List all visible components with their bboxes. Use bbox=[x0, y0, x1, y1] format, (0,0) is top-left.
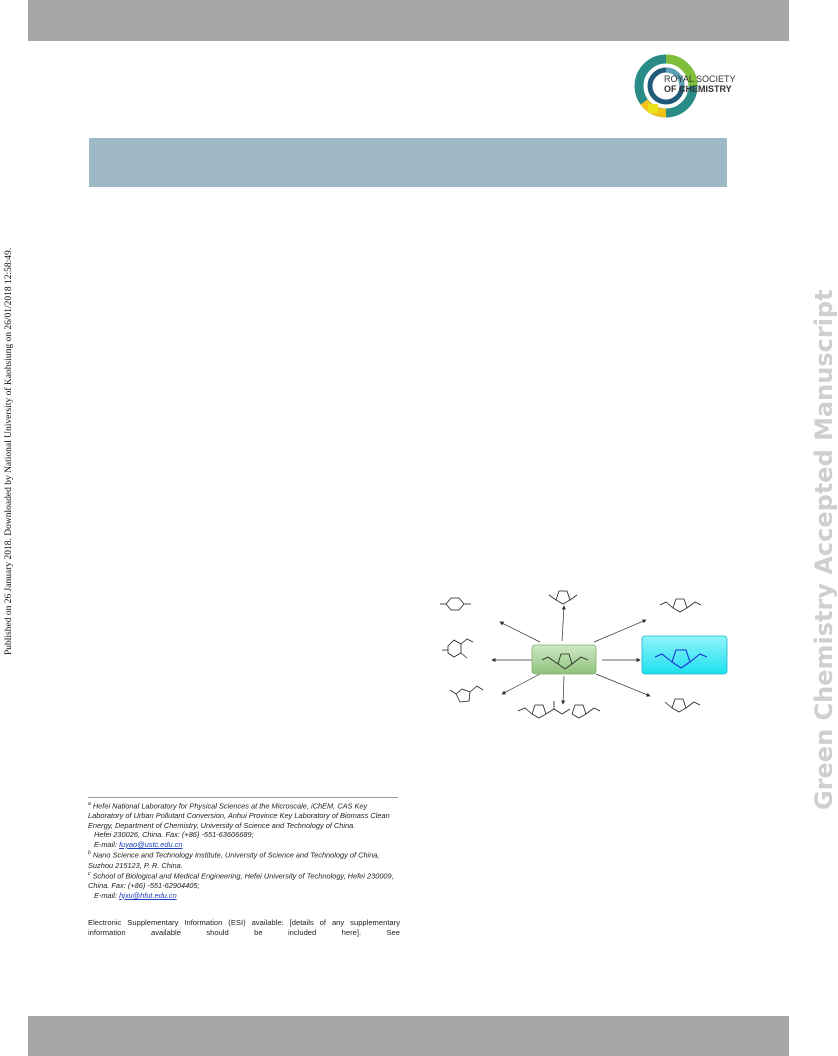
affiliation-b-text: Nano Science and Technology Institute, University of Science and Technology of China, Suzhou 215123, P. R. China. bbox=[88, 850, 380, 870]
affiliation-a bbox=[88, 800, 400, 830]
reaction-scheme-graphic bbox=[436, 578, 732, 730]
affiliation-c-mark: c bbox=[88, 871, 91, 878]
accepted-manuscript-watermark: Green Chemistry Accepted Manuscript bbox=[810, 289, 838, 810]
publisher-name bbox=[664, 74, 736, 94]
email-link-c[interactable]: hjxu@hfut.edu.cn bbox=[119, 890, 177, 900]
top-gray-bar bbox=[28, 0, 789, 41]
title-band bbox=[89, 138, 727, 187]
footnote-rule bbox=[88, 797, 398, 798]
affiliation-b-mark: b bbox=[88, 850, 91, 857]
publisher-line-2: OF CHEMISTRY bbox=[664, 84, 732, 94]
email-link-a[interactable]: fuyao@ustc.edu.cn bbox=[119, 839, 183, 849]
highlight-product-box bbox=[642, 636, 727, 674]
bottom-gray-bar bbox=[28, 1016, 789, 1056]
affiliation-a-text: Hefei National Laboratory for Physical Sciences at the Microscale, iChEM, CAS Key Laboratory of Urban Pollutant Conversion, Anhui Province Key Laboratory of Biomass Clean Energy, Department of Chemistry, University of Science and Technology of China. bbox=[88, 801, 390, 830]
email-label-a: E-mail: bbox=[94, 839, 120, 849]
affiliation-c-text: School of Biological and Medical Engineering, Hefei University of Technology, Hefei 230009, China. Fax: (+86) -551-62904405; bbox=[88, 871, 394, 891]
affiliations bbox=[88, 800, 400, 900]
affiliation-c-email-line bbox=[88, 891, 400, 901]
affiliation-a-mark: a bbox=[88, 801, 91, 807]
affiliation-b bbox=[88, 849, 400, 870]
esi-note: Electronic Supplementary Information (ESI) available: [details of any supplementary information available should be included here]. See bbox=[88, 918, 400, 937]
publication-note: Published on 26 January 2018. Downloaded by National University of Kaohsiung on 26/01/2018 12:58:49. bbox=[4, 247, 14, 655]
email-label-c: E-mail: bbox=[94, 890, 120, 900]
affiliation-a-address: Hefei 230026, China. Fax: (+86) -551-63606689; bbox=[94, 830, 254, 840]
affiliation-a-email-line bbox=[88, 840, 400, 850]
publisher-line-1: ROYAL SOCIETY bbox=[664, 74, 736, 84]
affiliation-c bbox=[88, 870, 400, 891]
